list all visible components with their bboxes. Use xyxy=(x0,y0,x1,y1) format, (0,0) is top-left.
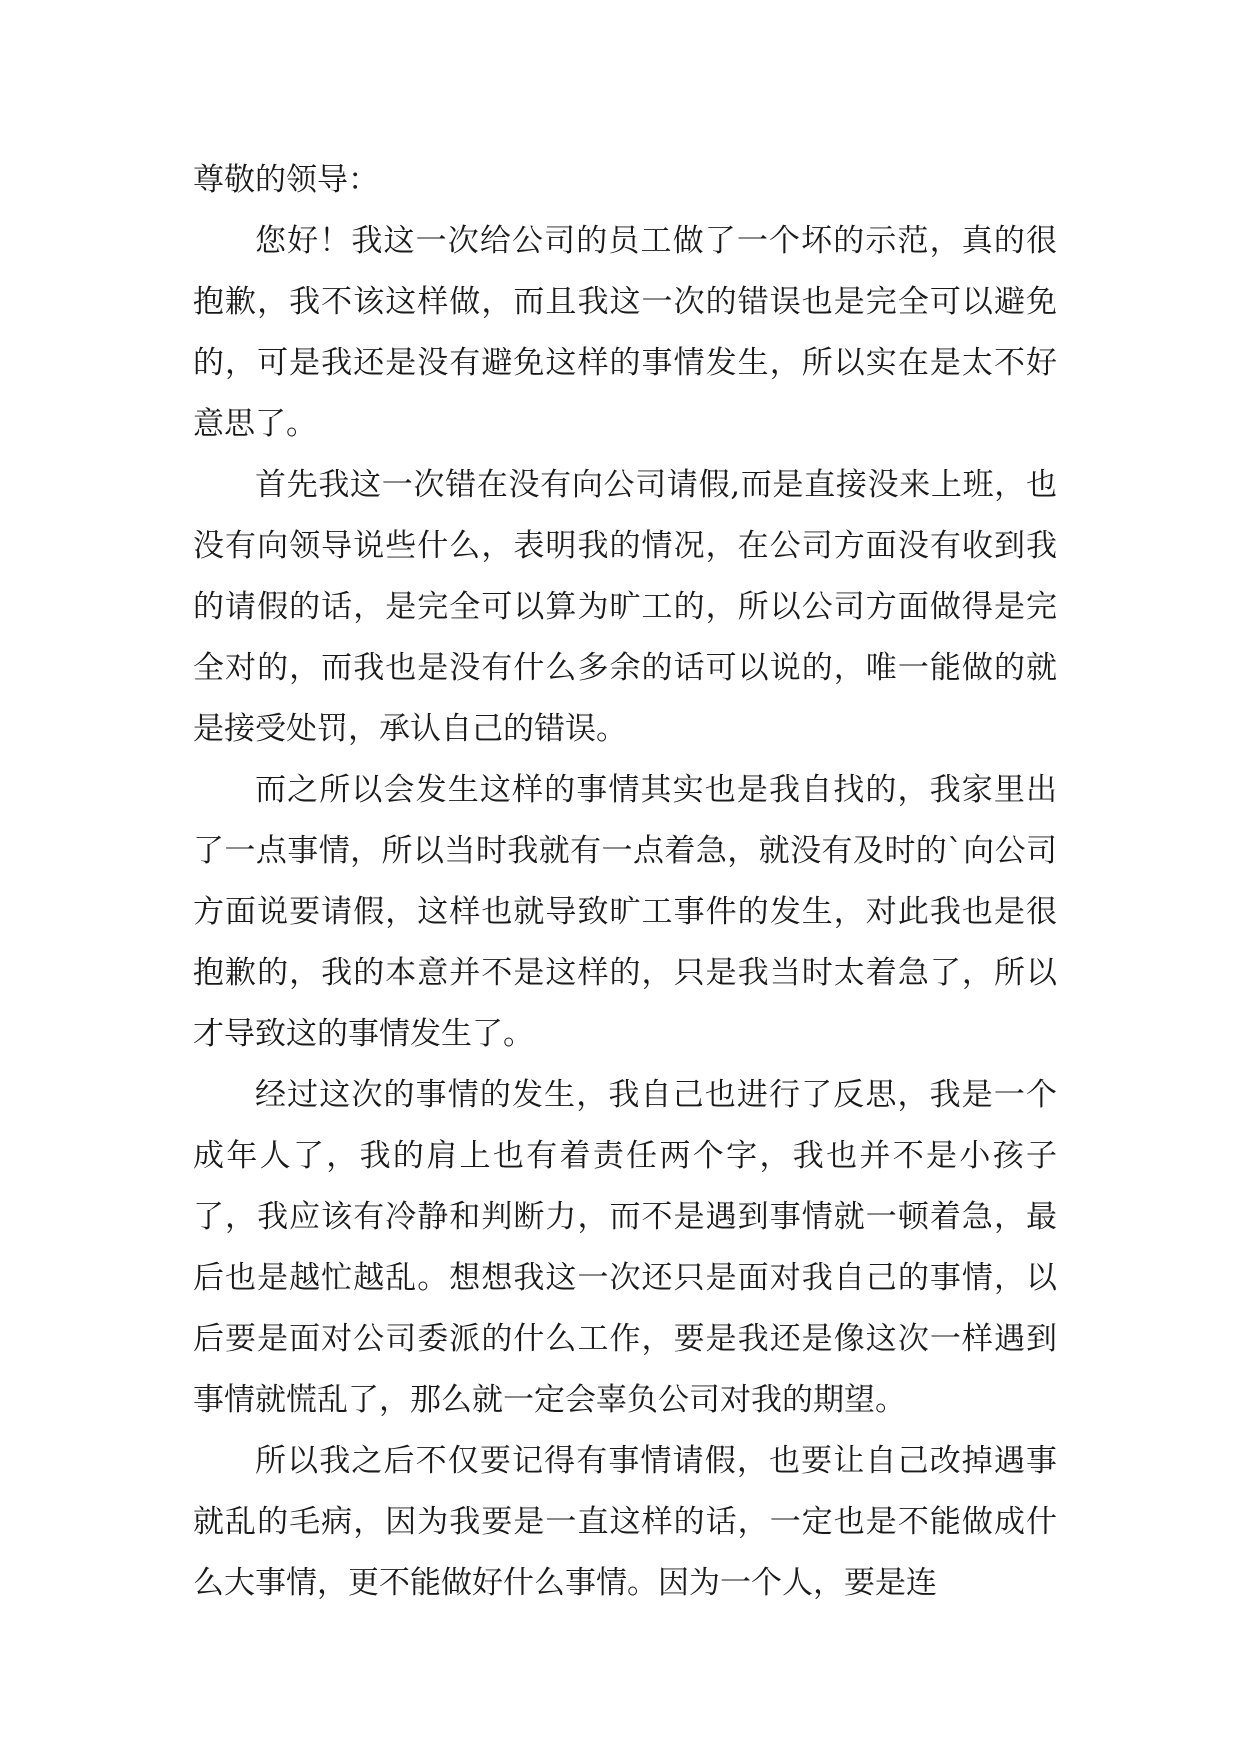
paragraph-3: 而之所以会发生这样的事情其实也是我自找的，我家里出了一点事情，所以当时我就有一点着急，就没有及时的`向公司方面说要请假，这样也就导致旷工事件的发生，对此我也是很抱歉的，我的本意并不是这样的，只是我当时太着急了，所以才导致这的事情发生了。 xyxy=(193,772,1057,1052)
paragraph-1: 您好！我这一次给公司的员工做了一个坏的示范，真的很抱歉，我不该这样做，而且我这一次的错误也是完全可以避免的，可是我还是没有避免这样的事情发生，所以实在是太不好意思了。 xyxy=(193,223,1057,442)
salutation: 尊敬的领导： xyxy=(193,162,379,198)
letter-body xyxy=(193,150,1057,1614)
paragraph-5: 所以我之后不仅要记得有事情请假，也要让自己改掉遇事就乱的毛病，因为我要是一直这样的话，一定也是不能做成什么大事情，更不能做好什么事情。因为一个人，要是连 xyxy=(193,1443,1057,1601)
paragraph-4: 经过这次的事情的发生，我自己也进行了反思，我是一个成年人了，我的肩上也有着责任两个字，我也并不是小孩子了，我应该有冷静和判断力，而不是遇到事情就一顿着急，最后也是越忙越乱。想想我这一次还只是面对我自己的事情，以后要是面对公司委派的什么工作，要是我还是像这次一样遇到事情就慌乱了，那么就一定会辜负公司对我的期望。 xyxy=(193,1077,1057,1418)
paragraph-2: 首先我这一次错在没有向公司请假,而是直接没来上班，也没有向领导说些什么，表明我的情况，在公司方面没有收到我的请假的话，是完全可以算为旷工的，所以公司方面做得是完全对的，而我也是没有什么多余的话可以说的，唯一能做的就是接受处罚，承认自己的错误。 xyxy=(193,467,1057,747)
